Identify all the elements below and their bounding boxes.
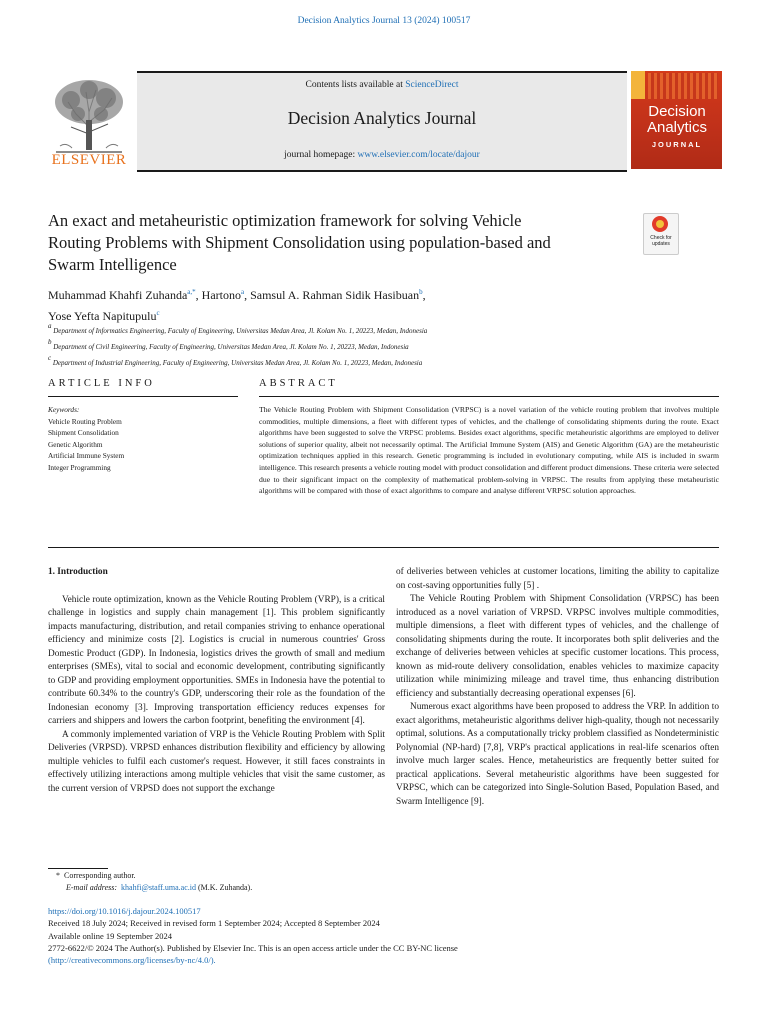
- body-column-right: [396, 566, 719, 809]
- license-text: 2772-6622/© 2024 The Author(s). Published by Elsevier Inc. This is an open access article under the CC BY-NC license: [48, 942, 458, 953]
- homepage-link[interactable]: www.elsevier.com/locate/dajour: [357, 150, 480, 160]
- body-paragraph: The Vehicle Routing Problem with Shipment Consolidation (VRPSC) has been introduced as a novel variation of VRPSD. VRPSC involves multiple commodities, multiple dimensions, a fleet with different types of vehicles, and the challenge of consolidating shipments during the route. It incorporates both split deliveries and the exchange of deliveries between vehicles at specific customer locations. This process, known as mid-route delivery consolidation, enables vehicles to maximize capacity utilization while minimizing mileage and travel time, thus enhancing distribution efficiency and substantially decreasing operational expenses [6].: [396, 594, 719, 699]
- keyword-item: Vehicle Routing Problem: [48, 416, 122, 426]
- body-paragraph: Vehicle route optimization, known as the Vehicle Routing Problem (VRP), is a critical challenge in logistics and supply chain management [1]. This problem significantly impacts manufacturing, distribution, and retail companies striving to enhance operational efficiency and minimize costs [2]. Logistics is crucial in numerous countries' Gross Domestic Product (GDP). In Indonesia, logistics drives the growth of small and medium enterprises (SMEs), vital to social and economic development, contributing significantly to GDP and providing employment opportunities. SMEs in Indonesia have the potential to contribute 60.34% to the country's GDP, underscoring their role as the foundation of the Indonesian economy [3]. Improving transportation efficiency reduces expenses for carriers and shippers and lowers the carbon footprint, benefiting the environment [4].: [48, 594, 385, 726]
- keyword-item: Genetic Algorithm: [48, 439, 103, 449]
- check-updates-icon-center: [656, 220, 664, 228]
- keywords-label: Keywords:: [48, 405, 80, 414]
- email-label: E-mail address:: [66, 883, 118, 892]
- affiliations: [48, 321, 708, 369]
- cover-title-line-2: Analytics: [646, 119, 708, 136]
- email-suffix: (M.K. Zuhanda).: [198, 883, 253, 892]
- abstract-divider: [259, 396, 719, 397]
- elsevier-wordmark: ELSEVIER: [51, 152, 127, 168]
- author-affil-marker[interactable]: a: [240, 288, 245, 296]
- body-paragraph: of deliveries between vehicles at customer locations, limiting the ability to capitalize on cost-saving opportunities fully [5] .: [396, 567, 719, 591]
- cover-subtitle: JOURNAL: [651, 140, 703, 149]
- homepage-line: [137, 150, 627, 160]
- footnote-email-line: [48, 882, 385, 894]
- cover-pattern: [648, 73, 718, 99]
- cover-title: [634, 104, 720, 136]
- section-divider: [48, 547, 719, 548]
- body-paragraph: A commonly implemented variation of VRP is the Vehicle Routing Problem with Split Deliveries (VRPSD). VRPSD enhances distribution flexibility and efficiency by allowing multiple vehicles to fulfil each customer's request. However, it still faces constraints in effectively utilizing interactions among multiple vehicles that visit the same customer, as the current version of VRPSD does not support the exchange: [48, 729, 385, 794]
- affiliation-item: [48, 353, 708, 369]
- check-updates-label: Check for updates: [650, 235, 672, 247]
- author-affil-marker[interactable]: b: [419, 288, 423, 296]
- homepage-prefix: journal homepage:: [284, 150, 358, 160]
- author-name: Yose Yefta Napitupulu: [48, 309, 157, 323]
- affil-text: Department of Industrial Engineering, Faculty of Engineering, Universitas Medan Area, Jl. Kolam No. 1, 20223, Medan, Indonesia: [52, 359, 423, 367]
- introduction-heading: 1. Introduction: [48, 567, 108, 577]
- affil-text: Department of Informatics Engineering, Faculty of Engineering, Universitas Medan Area, Jl. Kolam No. 1, 20223, Medan, Indonesia: [53, 327, 428, 335]
- title-line-2: Routing Problems with Shipment Consolidation using population-based and: [48, 233, 551, 252]
- author-name: , Samsul A. Rahman Sidik Hasibuan: [244, 288, 420, 302]
- footnote-rule: [48, 868, 108, 869]
- author-name: , Hartono: [195, 288, 241, 302]
- abstract-heading: ABSTRACT: [259, 378, 338, 389]
- email-link[interactable]: khahfi@staff.uma.ac.id: [121, 883, 197, 892]
- received-dates: Received 18 July 2024; Received in revised form 1 September 2024; Accepted 8 September 2024: [48, 918, 380, 929]
- cover-ribbon: [631, 71, 645, 99]
- corresponding-author-footnote: [48, 870, 385, 894]
- publication-info: [48, 905, 648, 966]
- contents-line: [137, 80, 627, 90]
- author-affil-marker[interactable]: c: [156, 309, 160, 317]
- footnote-star: *: [56, 871, 60, 880]
- license-link[interactable]: (http://creativecommons.org/licenses/by-nc/4.0/).: [48, 955, 216, 966]
- title-line-1: An exact and metaheuristic optimization framework for solving Vehicle: [48, 211, 522, 230]
- journal-name: Decision Analytics Journal: [287, 108, 477, 128]
- body-paragraph: Numerous exact algorithms have been proposed to address the VRP. In addition to exact algorithms, metaheuristic algorithms deliver high-quality, though not necessarily optimal, solutions. As a computationally tricky problem classified as Nondeterministic Polynomial (NP-hard) [7,8], VRP's practical applications in real-life scenarios often involve much larger scales. Hence, metaheuristics are frequently better suited for practical applications. Several metaheuristic algorithms have been suggested for VRPSC, which can be categorized into Single-Solution Based, Population Based, and Swarm Intelligence [9].: [396, 702, 719, 807]
- contents-prefix: Contents lists available at: [305, 80, 406, 90]
- footnote-corresponding: Corresponding author.: [64, 871, 136, 880]
- available-online: Available online 19 September 2024: [48, 930, 173, 941]
- author-affil-marker[interactable]: a,*: [187, 288, 196, 296]
- journal-citation-link[interactable]: Decision Analytics Journal 13 (2024) 100517: [297, 16, 471, 26]
- paper-title: [48, 210, 628, 276]
- article-info-heading: ARTICLE INFO: [48, 378, 155, 389]
- keyword-item: Shipment Consolidation: [48, 428, 119, 437]
- affil-marker: a: [48, 322, 52, 330]
- doi-link[interactable]: https://doi.org/10.1016/j.dajour.2024.100517: [48, 906, 201, 916]
- cover-title-line-1: Decision: [648, 103, 706, 120]
- author-list: [48, 283, 708, 325]
- keyword-item: Artificial Immune System: [48, 451, 125, 460]
- author-separator: ,: [422, 288, 426, 302]
- footnote-line: [48, 870, 385, 882]
- sciencedirect-link[interactable]: ScienceDirect: [405, 80, 459, 90]
- keyword-item: Integer Programming: [48, 462, 111, 472]
- title-line-3: Swarm Intelligence: [48, 255, 177, 274]
- affiliation-item: [48, 321, 708, 337]
- affiliation-item: [48, 337, 708, 353]
- affil-marker: c: [48, 354, 52, 362]
- keywords-block: [48, 404, 238, 473]
- author-name: Muhammad Khahfi Zuhanda: [48, 288, 188, 302]
- body-column-left: [48, 566, 385, 796]
- article-info-divider: [48, 396, 238, 397]
- affil-text: Department of Civil Engineering, Faculty of Engineering, Universitas Medan Area, Jl. Kolam No. 1, 20223, Medan, Indonesia: [53, 343, 409, 351]
- abstract-text: The Vehicle Routing Problem with Shipment Consolidation (VRPSC) is a novel variation of the vehicle routing problem that involves multiple commodities, multiple dimensions, a fleet with different types of vehicles, and the challenge of consolidating shipments during the route. Exact algorithms have been suggested to solve the VRPSC problems. Besides exact algorithms, specific metaheuristic algorithms are employed to deliver solutions of superior quality, albeit not necessarily optimal. The Artificial Immune System (AIS) and Genetic Algorithm (GA) are the metaheuristic optimization techniques applied in this research. Genetic programming is included in evolutionary computing, while AIS is included in swarm intelligence. This research presents a vehicle routing model with product consolidation and different product dimensions. These criteria were selected due to their significant impact on the complexity of mathematical problem-solving in VRPSC. The results from applying these metaheuristic algorithms will be compared with those of exact algorithms to compare and analyse different VRPSC solution approaches.: [259, 405, 719, 496]
- affil-marker: b: [48, 338, 52, 346]
